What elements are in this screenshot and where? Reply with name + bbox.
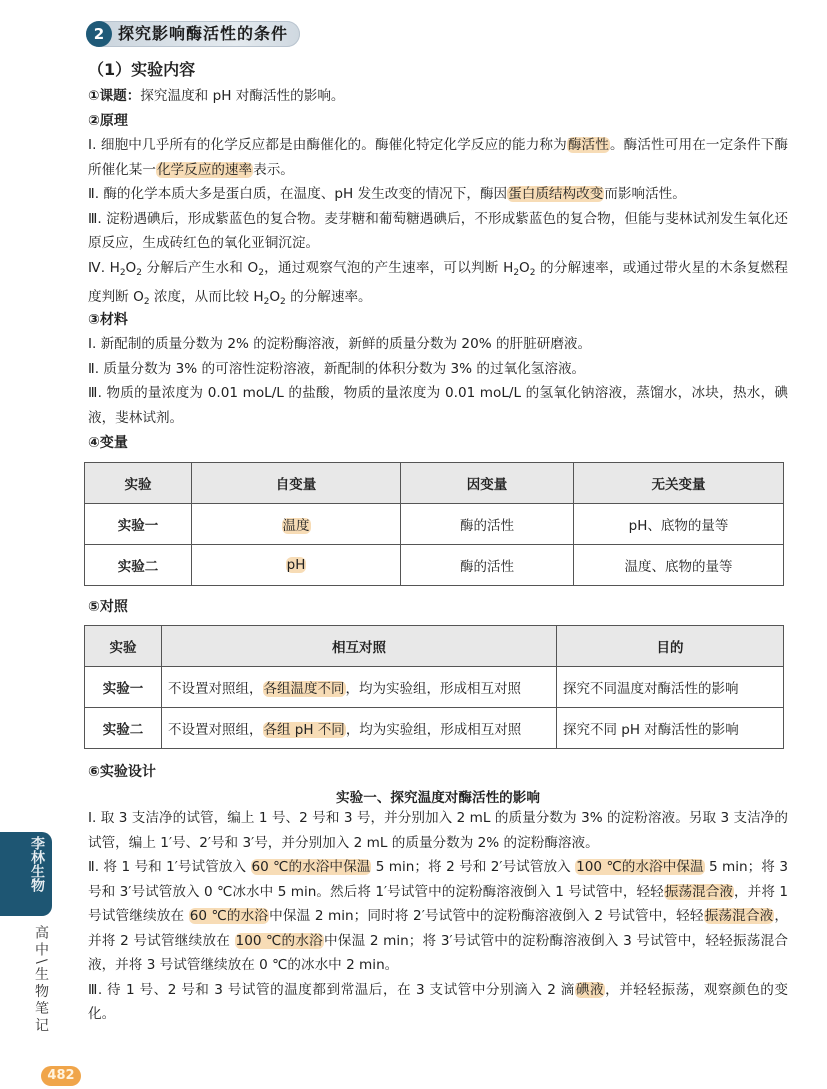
design-body — [88, 806, 788, 1027]
text-run: ，并轻轻振荡，观察颜色的变化。 — [88, 981, 789, 1022]
control-table — [84, 625, 784, 749]
section-number-badge: 2 — [86, 21, 112, 47]
paragraph — [88, 256, 788, 315]
cell-text: ，均为实验组，形成相互对照 — [345, 681, 521, 697]
text-run: Ⅲ. 物质的量浓度为 0.01 moL/L 的盐酸，物质的量浓度为 0.01 moL/L 的氢氧化钠溶液，蒸馏水，冰块，热水，碘液，斐林试剂。 — [88, 385, 788, 426]
subscript: 2 — [529, 267, 536, 278]
highlight: 100 ℃的水浴中保温 — [576, 859, 704, 875]
text-run: Ⅰ. 取 3 支洁净的试管，编上 1 号、2 号和 3 号，并分别加入 2 mL 的质量分数为 3% 的淀粉溶液。另取 3 支洁净的试管，编上 1′号、2′号和 3′号，并分别加入 2 mL 的质量分数为 2% 的淀粉酶溶液。 — [88, 810, 788, 851]
table-header-row — [85, 463, 784, 504]
side-handwritten-note: 高中\生物笔记 — [33, 925, 49, 1035]
text-run: 中保温 2 min；将 3′号试管中的淀粉酶溶液倒入 3 号试管中，轻轻振荡混合液，并将 3 号试管继续放在 0 ℃的冰水中 2 min。 — [88, 932, 788, 973]
column-header: 实验 — [85, 463, 192, 504]
highlight: 碘液 — [575, 981, 605, 998]
table-row — [85, 667, 784, 708]
text-run: O — [125, 259, 137, 276]
table-cell: 探究不同 pH 对酶活性的影响 — [557, 708, 784, 749]
text-run: Ⅰ. 细胞中几乎所有的化学反应都是由酶催化的。酶催化特定化学反应的能力称为 — [88, 137, 567, 153]
text-run: ，通过观察气泡的产生速率，可以判断 H — [263, 259, 514, 276]
highlight: pH — [286, 557, 306, 573]
highlight: 振荡混合液 — [664, 883, 734, 900]
highlight: 各组 pH 不同 — [263, 722, 345, 738]
highlight: 60 ℃的水浴 — [189, 908, 269, 924]
page-number: 482 — [41, 1066, 81, 1086]
highlight: 各组温度不同 — [263, 681, 345, 697]
highlight: 化学反应的速率 — [156, 161, 253, 178]
side-tab-label: 李林生物 — [29, 836, 45, 892]
text-run: 表示。 — [253, 161, 294, 178]
paragraph — [88, 133, 788, 182]
highlight: 蛋白质结构改变 — [508, 186, 604, 202]
text-run: Ⅳ. H — [88, 259, 120, 276]
subscript: 2 — [119, 267, 126, 278]
variables-table — [84, 462, 784, 586]
paragraph — [88, 806, 788, 855]
subscript: 2 — [136, 267, 142, 278]
subscript: 2 — [143, 297, 150, 307]
cell-text: ，均为实验组，形成相互对照 — [345, 722, 522, 738]
table-row — [85, 708, 784, 749]
table-cell: 探究不同温度对酶活性的影响 — [557, 667, 784, 708]
variables-heading: ④变量 — [88, 435, 128, 451]
column-header: 因变量 — [401, 463, 574, 504]
subscript: 2 — [258, 267, 264, 278]
paragraph — [88, 855, 788, 978]
text-run: ，并将 2 号试管继续放在 — [88, 908, 789, 949]
text-run: Ⅱ. 质量分数为 3% 的可溶性淀粉溶液，新配制的体积分数为 3% 的过氧化氢溶液。 — [88, 360, 586, 377]
column-header: 相互对照 — [162, 626, 557, 667]
section-title: 探究影响酶活性的条件 — [118, 24, 289, 43]
highlight: 温度 — [282, 518, 310, 534]
principle-body — [88, 133, 788, 315]
paragraph — [88, 207, 788, 256]
column-header: 实验 — [85, 626, 162, 667]
experiment-title: 实验一、探究温度对酶活性的影响 — [336, 790, 540, 806]
section-header — [86, 21, 300, 47]
text-run: ，并将 1 号试管继续放在 — [88, 883, 788, 924]
column-header: 无关变量 — [574, 463, 784, 504]
topic-line — [88, 84, 788, 109]
subscript: 2 — [280, 297, 286, 307]
table-cell: 酶的活性 — [401, 545, 574, 586]
design-heading: ⑥实验设计 — [88, 764, 156, 780]
table-cell — [162, 708, 557, 749]
subscript: 2 — [263, 297, 270, 307]
column-header: 目的 — [557, 626, 784, 667]
text-run: 的分解速率。 — [285, 289, 372, 305]
table-cell: 实验一 — [85, 667, 162, 708]
table-cell: 酶的活性 — [401, 504, 574, 545]
cell-text: 不设置对照组， — [168, 722, 263, 738]
principle-heading: ②原理 — [88, 113, 128, 129]
text-run: 而影响活性。 — [604, 186, 686, 202]
highlight: 振荡混合液 — [704, 908, 774, 924]
text-run: 5 min；将 2 号和 2′号试管放入 — [371, 859, 576, 875]
table-cell — [162, 667, 557, 708]
text-run: Ⅲ. 待 1 号、2 号和 3 号试管的温度都到常温后，在 3 支试管中分别滴入 2 滴 — [88, 981, 575, 998]
text-run: Ⅱ. 酶的化学本质大多是蛋白质，在温度、pH 发生改变的情况下，酶因 — [88, 186, 508, 202]
column-header: 自变量 — [192, 463, 401, 504]
table-row — [85, 504, 784, 545]
side-tab — [0, 832, 52, 916]
text-run: Ⅲ. 淀粉遇碘后，形成紫蓝色的复合物。麦芽糖和葡萄糖遇碘后，不形成紫蓝色的复合物，但能与斐林试剂发生氧化还原反应，生成砖红色的氧化亚铜沉淀。 — [88, 210, 788, 251]
table-header-row — [85, 626, 784, 667]
paragraph — [88, 357, 788, 382]
table-cell: 实验一 — [85, 504, 192, 545]
table-cell: 实验二 — [85, 545, 192, 586]
text-run: O — [519, 259, 530, 276]
subsection-title: （1）实验内容 — [88, 60, 196, 79]
topic-label: ①课题： — [88, 88, 141, 104]
text-run: 分解后产生水和 O — [141, 259, 259, 276]
paragraph — [88, 182, 788, 207]
table-row — [85, 545, 784, 586]
paragraph — [88, 332, 788, 357]
text-run: 中保温 2 min；同时将 2′号试管中的淀粉酶溶液倒入 2 号试管中，轻轻 — [269, 908, 704, 924]
paragraph — [88, 381, 788, 430]
cell-text: 不设置对照组， — [168, 681, 263, 697]
table-cell: pH、底物的量等 — [574, 504, 784, 545]
paragraph — [88, 978, 788, 1027]
highlight: 100 ℃的水浴 — [235, 932, 323, 949]
text-run: Ⅱ. 将 1 号和 1′号试管放入 — [88, 859, 251, 875]
topic-text: 探究温度和 pH 对酶活性的影响。 — [140, 88, 345, 104]
table-cell: 温度、底物的量等 — [574, 545, 784, 586]
text-run: 5 min；将 3 号和 3′号试管放入 0 ℃冰水中 5 min。然后将 1′号试管中的淀粉酶溶液倒入 1 号试管中，轻轻 — [88, 859, 788, 900]
table-cell — [192, 504, 401, 545]
table-cell — [192, 545, 401, 586]
table-cell: 实验二 — [85, 708, 162, 749]
text-run: 的分解速率，或通过带火星的木条复燃程度判断 O — [88, 259, 788, 305]
subscript: 2 — [513, 267, 520, 278]
control-heading: ⑤对照 — [88, 599, 128, 615]
text-run: O — [269, 289, 281, 305]
materials-body — [88, 332, 788, 430]
text-run: Ⅰ. 新配制的质量分数为 2% 的淀粉酶溶液，新鲜的质量分数为 20% 的肝脏研磨液。 — [88, 336, 592, 352]
highlight: 酶活性 — [567, 137, 609, 153]
text-run: 浓度，从而比较 H — [149, 289, 264, 305]
text-run: 。酶活性可用在一定条件下酶所催化某一 — [88, 137, 789, 178]
highlight: 60 ℃的水浴中保温 — [251, 859, 371, 875]
materials-heading: ③材料 — [88, 312, 128, 328]
